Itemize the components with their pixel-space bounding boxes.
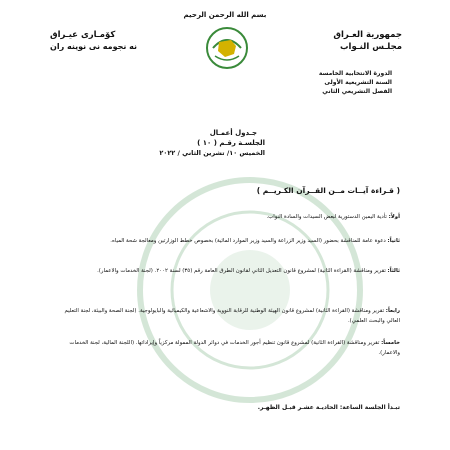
legislative-term: الفصل التشريعي الثاني bbox=[322, 88, 392, 95]
agenda-item-text: تأدية اليمين الدستورية لبعض السيدات والسادة النواب. bbox=[266, 214, 387, 220]
agenda-item bbox=[50, 266, 400, 276]
agenda-item-label: خامساً: bbox=[381, 340, 400, 346]
session-start-time: تبـدأ الجلسة الساعة: الحاديـة عشـر قبـل الظهـر. bbox=[257, 404, 400, 411]
session-date: الخميس ١٠/ تشرين الثاني / ٢٠٢٢ bbox=[159, 149, 265, 157]
agenda-item bbox=[50, 338, 400, 358]
agenda-item-label: رابعاً: bbox=[385, 308, 400, 314]
agenda-item-label: ثالثاً: bbox=[387, 268, 400, 274]
agenda-item-text: تقرير ومناقشة (القراءة الثانية) لمشروع قانون التعديل الثاني لقانون الطرق العامة رقم (٣٥) لسنة ٢٠٠٢. (لجنة الخدمات والاعمار). bbox=[97, 268, 386, 274]
agenda-item bbox=[50, 236, 400, 246]
agenda-item-text: دعوة عامة للمناقشة بحضور (السيد وزير الزراعة والسيد وزير الموارد المائية) بخصوص خطط الوزارتين ومعالجة شحة المياه. bbox=[110, 238, 386, 244]
agenda-item bbox=[50, 306, 400, 326]
parliament-logo bbox=[205, 26, 249, 70]
electoral-term: الدورة الانتخابية الخامسة bbox=[318, 70, 392, 77]
session-number: الجلسـة رقـم ( ١٠ ) bbox=[197, 139, 265, 147]
country-name-kurdish: كۆمـارى عيـراق bbox=[50, 30, 116, 40]
basmala: بسم الله الرحمن الرحيم bbox=[183, 11, 267, 19]
legislative-year: السنة التشريعية الأولى bbox=[324, 79, 392, 86]
agenda-item-label: أولاً: bbox=[388, 214, 400, 220]
agenda-item bbox=[50, 212, 400, 222]
watermark-seal bbox=[130, 170, 370, 410]
quran-recitation: ( قـراءة آيــات مــن القــرآن الكـريــم ) bbox=[256, 186, 400, 195]
country-name-arabic: جمهورية العـراق bbox=[333, 30, 402, 40]
agenda-title: جـدول أعمـال bbox=[209, 129, 257, 137]
parliament-name-kurdish: نه نجومه نى نوينه ران bbox=[50, 42, 137, 51]
parliament-name-arabic: مجلـس النـواب bbox=[339, 42, 402, 52]
agenda-item-text: تقرير ومناقشة (القراءة الثانية) لمشروع قانون الهيئة الوطنية للرقابة النووية والاشعاعية والكيميائية والبايولوجية. (لجنة الصحة والبيئة، لجنة التعليم العالي والبحث العلمي). bbox=[64, 308, 400, 324]
agenda-item-label: ثانياً: bbox=[387, 238, 400, 244]
agenda-item-text: تقرير ومناقشة (القراءة الثانية) لمشروع قانون تنظيم أجور الخدمات في دوائر الدولة الممولة مركزياً وإيراداتها. (اللجنة المالية، لجنة الخدمات والاعمار). bbox=[69, 340, 400, 356]
